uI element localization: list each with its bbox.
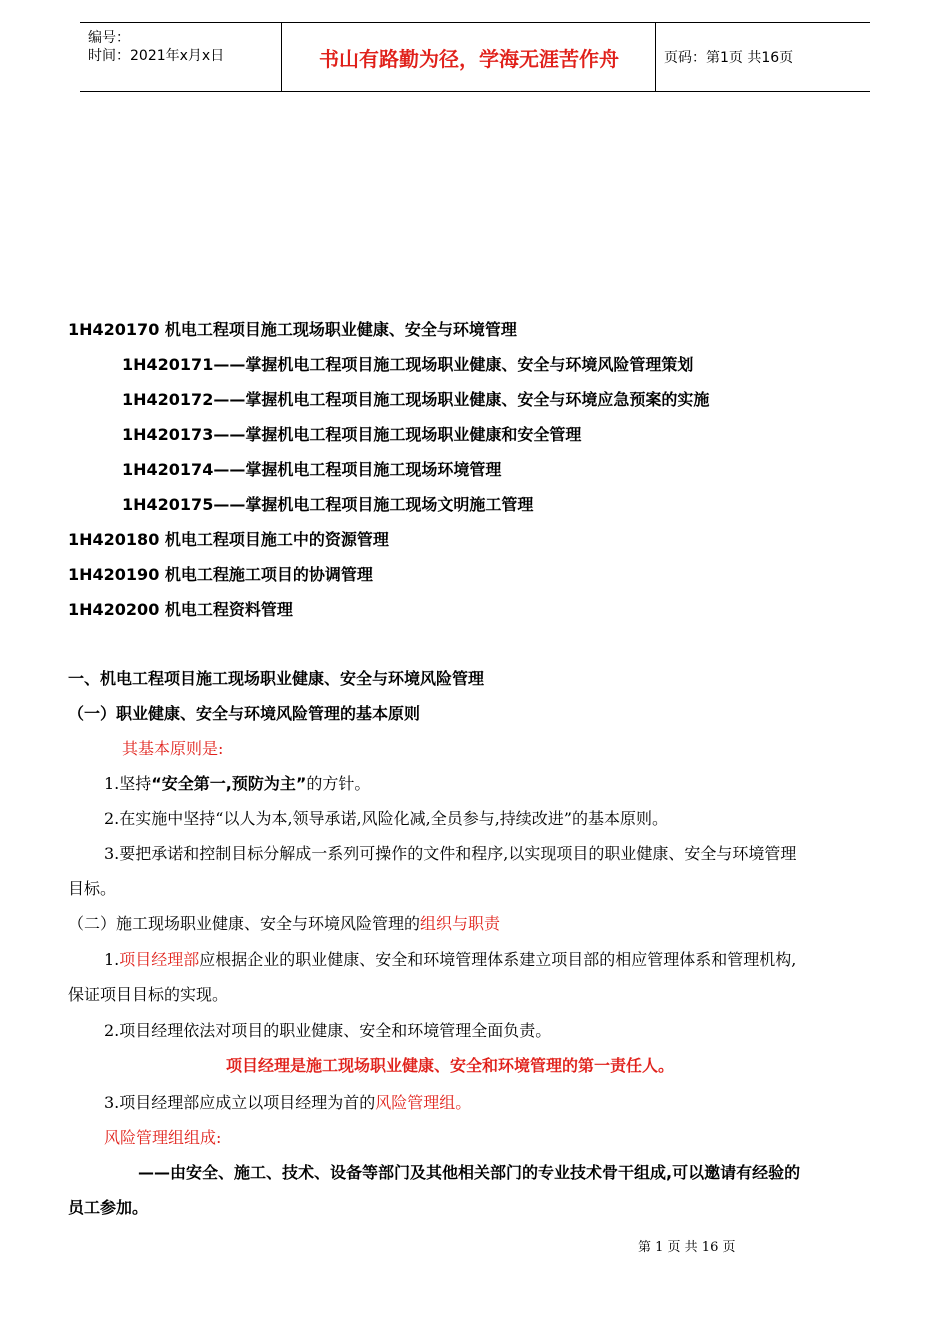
principle-2: 2.在实施中坚持“以人为本,领导承诺,风险化减,全员参与,持续改进”的基本原则。 (104, 809, 668, 828)
duty-1-highlight: 项目经理部 (119, 950, 200, 969)
toc-item: 1H420170 机电工程项目施工现场职业健康、安全与环境管理 (68, 320, 517, 339)
toc-subitem: 1H420171——掌握机电工程项目施工现场职业健康、安全与环境风险管理策划 (122, 355, 694, 374)
toc-subitem: 1H420173——掌握机电工程项目施工现场职业健康和安全管理 (122, 425, 582, 444)
principle-3-line-1: 3.要把承诺和控制目标分解成一系列可操作的文件和程序,以实现项目的职业健康、安全与环境管理 (104, 844, 797, 863)
duty-3-text: 3.项目经理部应成立以项目经理为首的 (104, 1093, 376, 1112)
principle-1-quote: “安全第一,预防为主” (151, 774, 307, 793)
date-label: 时间：2021年x月x日 (88, 48, 225, 64)
risk-group-line-2: 员工参加。 (68, 1198, 149, 1217)
duty-1-number: 1. (104, 950, 120, 969)
principles-intro: 其基本原则是: (122, 739, 224, 758)
section-heading: 一、机电工程项目施工现场职业健康、安全与环境风险管理 (68, 669, 485, 688)
subsection-2-text: （二）施工现场职业健康、安全与环境风险管理的 (68, 914, 421, 933)
page-header (80, 22, 870, 92)
principle-1-prefix: 1.坚持 (104, 774, 152, 793)
page-footer: 第 1 页 共 16 页 (638, 1240, 736, 1255)
risk-group-line-1: ——由安全、施工、技术、设备等部门及其他相关部门的专业技术骨干组成,可以邀请有经验的 (138, 1163, 801, 1182)
duty-1-line-1 (104, 950, 796, 970)
duty-2-note: 项目经理是施工现场职业健康、安全和环境管理的第一责任人。 (226, 1056, 675, 1075)
subsection-heading: （一）职业健康、安全与环境风险管理的基本原则 (68, 704, 421, 723)
header-motto: 书山有路勤为径，学海无涯苦作舟 (319, 46, 619, 71)
number-label: 编号： (88, 30, 130, 46)
principle-1-suffix: 的方针。 (306, 774, 371, 793)
duty-3 (104, 1093, 471, 1113)
duty-1-line-2: 保证项目目标的实现。 (68, 985, 229, 1004)
risk-group-title: 风险管理组组成: (104, 1128, 222, 1147)
toc-subitem: 1H420172——掌握机电工程项目施工现场职业健康、安全与环境应急预案的实施 (122, 390, 710, 409)
toc-item: 1H420190 机电工程施工项目的协调管理 (68, 565, 373, 584)
principle-1 (104, 774, 370, 794)
toc-subitem: 1H420175——掌握机电工程项目施工现场文明施工管理 (122, 495, 534, 514)
duty-1-text: 应根据企业的职业健康、安全和环境管理体系建立项目部的相应管理体系和管理机构, (199, 950, 797, 969)
duty-3-highlight: 风险管理组。 (375, 1093, 472, 1112)
toc-subitem: 1H420174——掌握机电工程项目施工现场环境管理 (122, 460, 502, 479)
toc-item: 1H420200 机电工程资料管理 (68, 600, 293, 619)
subsection-heading-2 (68, 914, 500, 934)
header-divider (655, 23, 656, 91)
duty-2: 2.项目经理依法对项目的职业健康、安全和环境管理全面负责。 (104, 1021, 552, 1040)
header-page-code: 页码：第1页 共16页 (664, 50, 794, 66)
principle-3-line-2: 目标。 (68, 879, 117, 898)
subsection-2-highlight: 组织与职责 (420, 914, 501, 933)
header-left (88, 29, 224, 65)
toc-item: 1H420180 机电工程项目施工中的资源管理 (68, 530, 389, 549)
